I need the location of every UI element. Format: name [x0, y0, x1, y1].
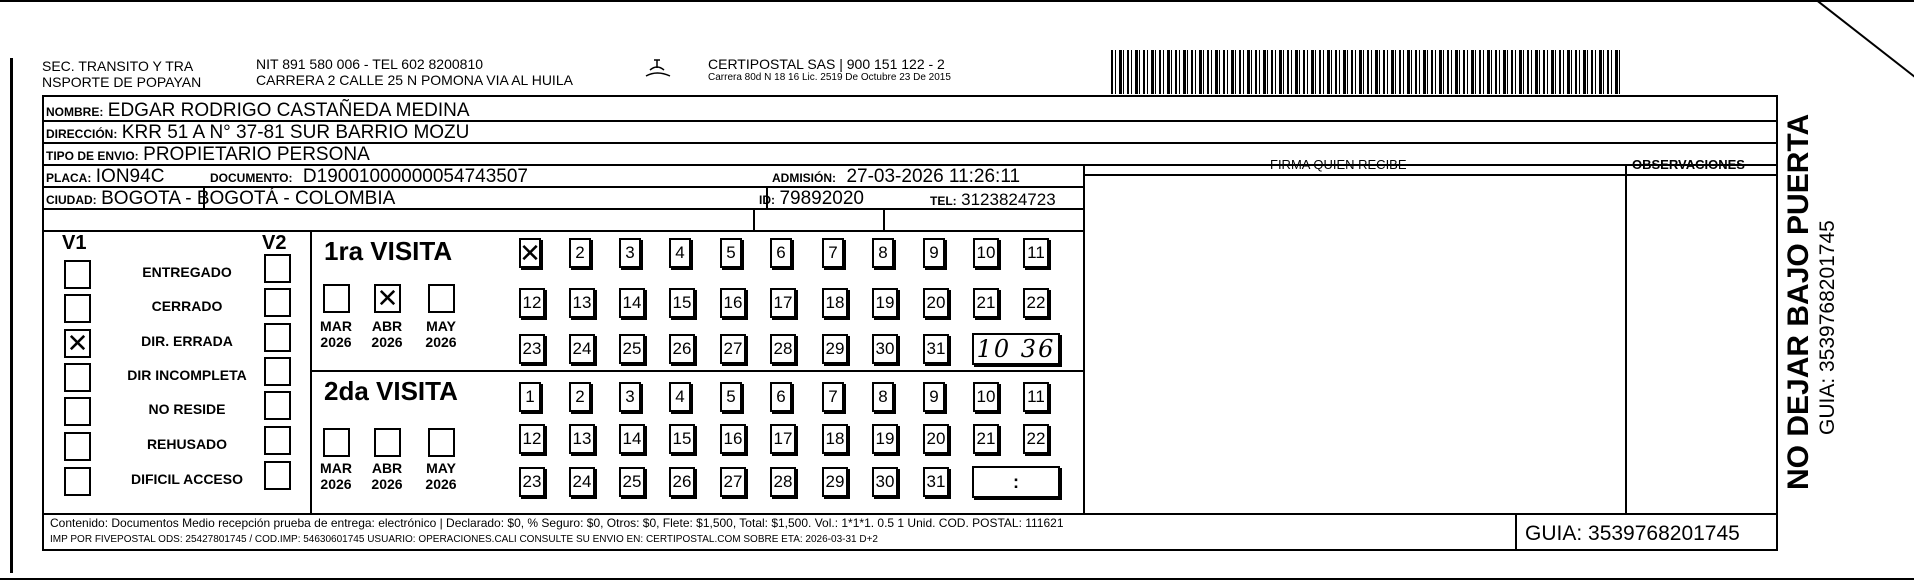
day-box[interactable]: 28 — [770, 334, 796, 364]
reason-label: NO RESIDE — [148, 401, 226, 417]
nit-block — [256, 56, 573, 88]
reason-label: DIR. ERRADA — [141, 333, 233, 349]
ciudad-row — [46, 188, 395, 210]
day-box[interactable]: 31 — [923, 467, 949, 497]
carrier-line: CERTIPOSTAL SAS | 900 151 122 - 2 — [708, 56, 945, 72]
tipo-label: TIPO DE ENVIO: — [46, 149, 139, 163]
documento-row — [210, 166, 528, 188]
day-box[interactable]: 17 — [770, 288, 796, 318]
reason-label: DIFICIL ACCESO — [130, 471, 243, 487]
day-box[interactable]: 14 — [619, 424, 645, 454]
day-box[interactable]: 25 — [619, 467, 645, 497]
v1-checkbox[interactable] — [64, 397, 91, 426]
day-box[interactable]: 11 — [1023, 238, 1049, 268]
month-checkbox[interactable]: ✕ — [374, 284, 401, 313]
day-box[interactable]: 8 — [872, 382, 894, 412]
tipo-row — [46, 144, 370, 166]
day-box[interactable]: 12 — [519, 424, 545, 454]
address-line: CARRERA 2 CALLE 25 N POMONA VIA AL HUILA — [256, 72, 573, 88]
tel-value: 3123824723 — [961, 190, 1056, 209]
scan-corner-line — [1817, 0, 1914, 79]
day-box[interactable]: 15 — [669, 288, 695, 318]
day-box[interactable]: 10 — [973, 238, 999, 268]
documento-value: D19001000000054743507 — [302, 166, 528, 187]
day-box[interactable]: 19 — [872, 424, 898, 454]
tel-row — [930, 190, 1056, 210]
day-box[interactable]: 7 — [822, 382, 844, 412]
month-checkbox[interactable] — [428, 428, 455, 457]
first-visit-label: 1ra VISITA — [324, 236, 453, 266]
day-box[interactable]: 5 — [720, 382, 742, 412]
day-box[interactable]: 18 — [822, 288, 848, 318]
day-box[interactable]: 13 — [569, 288, 595, 318]
month-checkbox[interactable] — [323, 284, 350, 313]
day-box[interactable]: 24 — [569, 467, 595, 497]
scan-bottom-edge — [0, 578, 1914, 580]
v1-label: V1 — [62, 232, 87, 254]
day-box[interactable]: 13 — [569, 424, 595, 454]
footer-guia: GUIA: 3539768201745 — [1525, 522, 1740, 545]
day-box[interactable]: 27 — [720, 467, 746, 497]
nombre-row — [46, 100, 470, 122]
tipo-value: PROPIETARIO PERSONA — [143, 144, 370, 165]
direccion-label: DIRECCIÓN: — [46, 127, 118, 141]
id-value: 79892020 — [779, 188, 864, 209]
day-box[interactable]: 4 — [669, 238, 691, 268]
ciudad-label: CIUDAD: — [46, 193, 97, 207]
sender-line-1: SEC. TRANSITO Y TRA — [42, 58, 194, 74]
day-box[interactable]: 22 — [1023, 288, 1049, 318]
id-label: ID: — [759, 193, 775, 207]
day-box[interactable]: 3 — [619, 238, 641, 268]
month-label: ABR 2026 — [371, 318, 403, 350]
day-box[interactable]: 24 — [569, 334, 595, 364]
side-notice: NO DEJAR BAJO PUERTA — [1782, 113, 1815, 490]
day-box[interactable]: 21 — [973, 424, 999, 454]
reason-label: CERRADO — [151, 298, 223, 314]
day-box[interactable]: 16 — [720, 288, 746, 318]
scan-left-edge — [10, 58, 13, 573]
month-checkbox[interactable] — [374, 428, 401, 457]
month-label: ABR 2026 — [371, 460, 403, 492]
day-box[interactable]: 6 — [770, 382, 792, 412]
v1-checkbox[interactable] — [64, 294, 91, 323]
day-box[interactable]: 18 — [822, 424, 848, 454]
side-guia: GUIA: 3539768201745 — [1816, 220, 1839, 435]
v2-label: V2 — [262, 232, 287, 254]
day-box[interactable]: 3 — [619, 382, 641, 412]
day-box[interactable]: 8 — [872, 238, 894, 268]
barcode — [1111, 50, 1621, 94]
v2-checkbox[interactable] — [264, 426, 291, 455]
reason-label: REHUSADO — [146, 436, 228, 452]
day-box[interactable]: 1 — [519, 382, 541, 412]
signature-header: FIRMA QUIEN RECIBE — [1270, 157, 1407, 172]
month-label: MAY 2026 — [425, 460, 457, 492]
day-box[interactable]: 30 — [872, 334, 898, 364]
ciudad-value: BOGOTA - BOGOTÁ - COLOMBIA — [101, 188, 396, 209]
day-box[interactable]: 28 — [770, 467, 796, 497]
tel-label: TEL: — [930, 194, 957, 208]
day-box[interactable]: 14 — [619, 288, 645, 318]
day-box[interactable]: 26 — [669, 334, 695, 364]
month-label: MAR 2026 — [320, 460, 352, 492]
nombre-value: EDGAR RODRIGO CASTAÑEDA MEDINA — [107, 100, 470, 121]
month-checkbox[interactable] — [323, 428, 350, 457]
reason-label: DIR INCOMPLETA — [127, 367, 247, 383]
observations-header: OBSERVACIONES — [1632, 157, 1745, 172]
day-box[interactable]: 26 — [669, 467, 695, 497]
carrier-license: Carrera 80d N 18 16 Lic. 2519 De Octubre 23 De 2015 — [708, 72, 951, 83]
day-box[interactable]: 4 — [669, 382, 691, 412]
v1-checkbox[interactable] — [64, 467, 91, 496]
day-box[interactable]: 27 — [720, 334, 746, 364]
day-box[interactable]: 23 — [519, 334, 545, 364]
v2-checkbox[interactable] — [264, 323, 291, 352]
day-box[interactable]: 10 — [973, 382, 999, 412]
footer-imp: IMP POR FIVEPOSTAL ODS: 25427801745 / COD.IMP: 54630601745 USUARIO: OPERACIONES.CALI CONSULTE SU ENVIO EN: CERTIPOSTAL.COM SOBRE ETA: 2026-03-31 D+2 — [50, 534, 878, 545]
v2-checkbox[interactable] — [264, 461, 291, 490]
first-visit-time-box[interactable] — [972, 333, 1060, 365]
v2-checkbox[interactable] — [264, 254, 291, 283]
v1-checkbox[interactable] — [64, 432, 91, 461]
day-box[interactable]: 12 — [519, 288, 545, 318]
v1-checkbox[interactable]: ✕ — [64, 329, 91, 358]
day-box[interactable]: 17 — [770, 424, 796, 454]
sender-block — [42, 58, 201, 90]
day-box[interactable]: 21 — [973, 288, 999, 318]
day-box[interactable]: 20 — [923, 424, 949, 454]
direccion-value: KRR 51 A N° 37-81 SUR BARRIO MOZU — [121, 122, 470, 143]
reason-label: ENTREGADO — [142, 264, 232, 280]
day-box[interactable]: 2 — [569, 238, 591, 268]
documento-label: DOCUMENTO: — [210, 171, 293, 185]
second-visit-label: 2da VISITA — [324, 376, 458, 406]
day-box[interactable]: 20 — [923, 288, 949, 318]
day-box[interactable]: 2 — [569, 382, 591, 412]
day-mark-icon: ✕ — [519, 237, 541, 268]
placa-row — [46, 166, 164, 188]
v1-checkbox[interactable] — [64, 363, 91, 392]
day-box[interactable]: 6 — [770, 238, 792, 268]
admision-value: 27-03-2026 11:26:11 — [846, 166, 1021, 187]
day-box[interactable]: 25 — [619, 334, 645, 364]
scan-top-edge — [0, 0, 1914, 2]
admision-label: ADMISIÓN: — [772, 171, 836, 185]
direccion-row — [46, 122, 469, 144]
day-box[interactable]: 5 — [720, 238, 742, 268]
v1-checkbox[interactable] — [64, 260, 91, 289]
v2-checkbox[interactable] — [264, 391, 291, 420]
placa-label: PLACA: — [46, 171, 92, 185]
day-box[interactable]: 23 — [519, 467, 545, 497]
day-box[interactable]: 31 — [923, 334, 949, 364]
day-box[interactable]: 9 — [923, 382, 945, 412]
month-label: MAY 2026 — [425, 318, 457, 350]
day-box[interactable] — [519, 238, 541, 268]
day-box[interactable]: 29 — [822, 334, 848, 364]
nit-line: NIT 891 580 006 - TEL 602 8200810 — [256, 56, 484, 72]
day-box[interactable]: 22 — [1023, 424, 1049, 454]
day-box[interactable]: 7 — [822, 238, 844, 268]
month-label: MAR 2026 — [320, 318, 352, 350]
day-box[interactable]: 16 — [720, 424, 746, 454]
month-checkbox[interactable] — [428, 284, 455, 313]
day-box[interactable]: 30 — [872, 467, 898, 497]
carrier-block — [708, 56, 951, 84]
day-box[interactable]: 9 — [923, 238, 945, 268]
v2-checkbox[interactable] — [264, 288, 291, 317]
day-box[interactable]: 15 — [669, 424, 695, 454]
sender-line-2: NSPORTE DE POPAYAN — [42, 74, 202, 90]
admision-row — [772, 166, 1020, 188]
first-visit-time: 10 36 — [976, 335, 1056, 363]
id-row — [759, 188, 864, 210]
placa-value: ION94C — [95, 166, 165, 187]
second-visit-time-box[interactable] — [972, 466, 1060, 498]
second-visit-time: : — [1013, 471, 1019, 492]
day-box[interactable]: 29 — [822, 467, 848, 497]
v2-checkbox[interactable] — [264, 357, 291, 386]
day-box[interactable]: 19 — [872, 288, 898, 318]
footer-contenido: Contenido: Documentos Medio recepción prueba de entrega: electrónico | Declarado: $0, % Seguro: $0, Otros: $0, Flete: $1,500, Total: $1,500. Vol.: 1*1*1. 0.5 1 Unid. COD. POSTAL: 111621 — [50, 516, 1064, 530]
nombre-label: NOMBRE: — [46, 105, 104, 119]
day-box[interactable]: 11 — [1023, 382, 1049, 412]
carrier-logo-icon — [642, 58, 672, 80]
